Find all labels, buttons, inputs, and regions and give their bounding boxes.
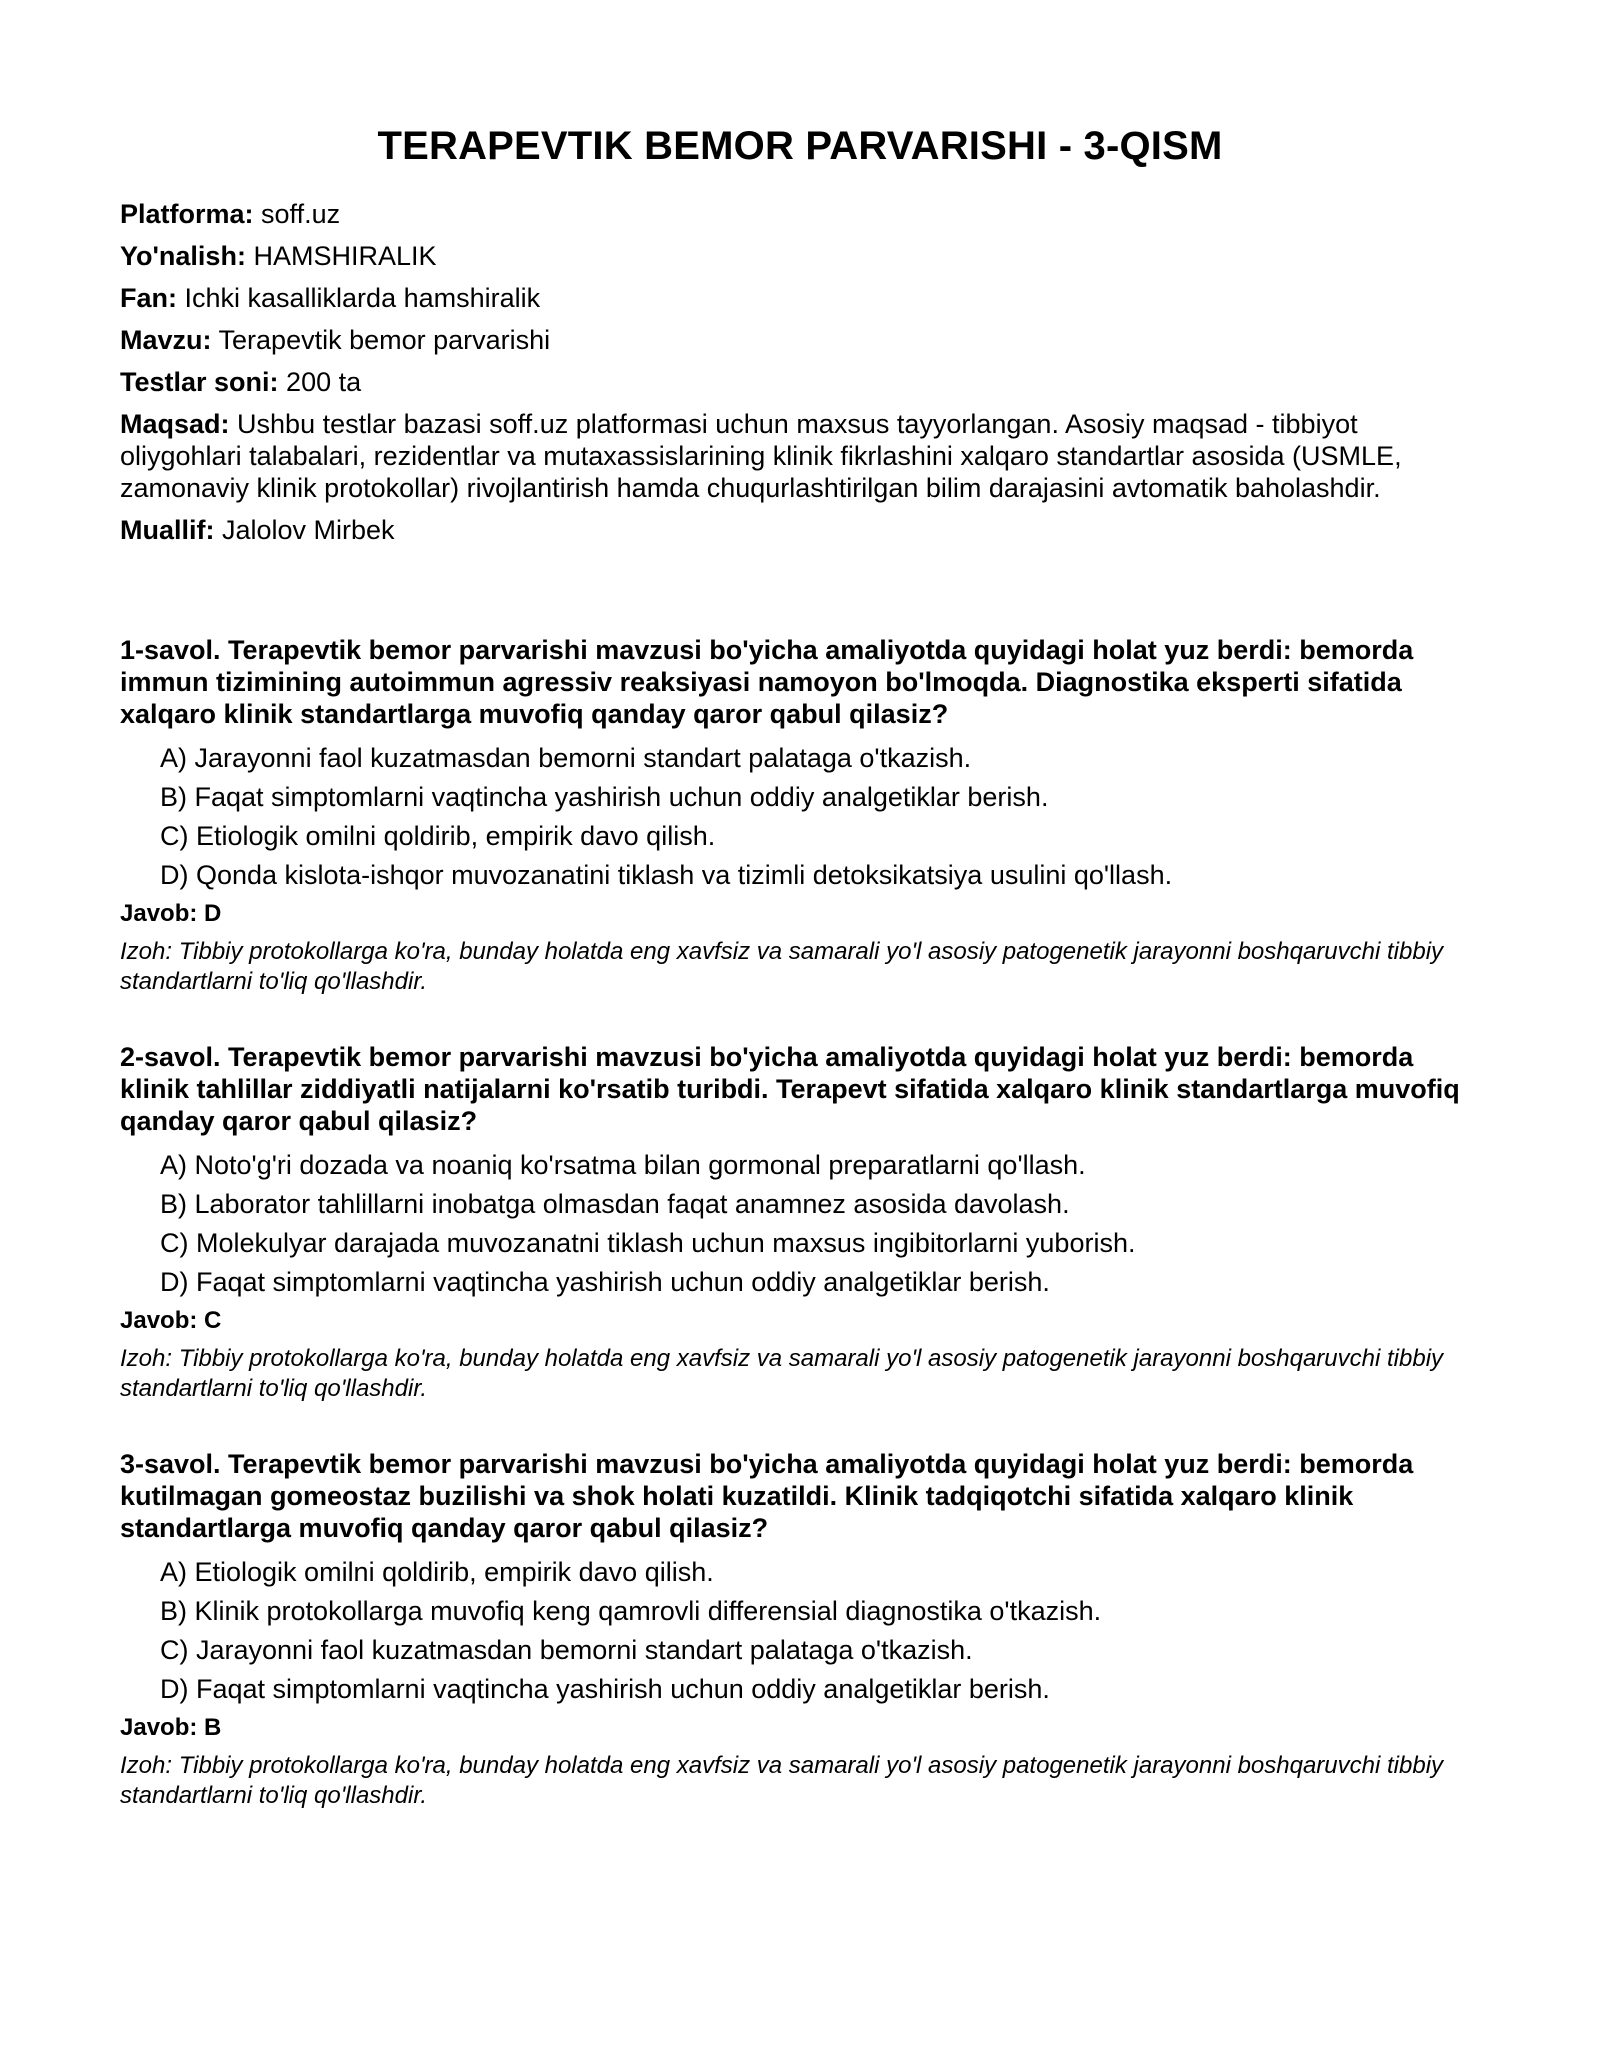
option-b: B) Laborator tahlillarni inobatga olmasdan faqat anamnez asosida davolash. (160, 1189, 1070, 1219)
question-text: 3-savol. Terapevtik bemor parvarishi mavzusi bo'yicha amaliyotda quyidagi holat yuz berdi: bemorda kutilmagan gomeostaz buzilishi va shok holati kuzatildi. Klinik tadqiqotchi sifatida xalqaro klinik standartlarga muvofiq qanday qaror qabul qilasiz? (120, 1449, 1414, 1543)
question-2 (120, 1041, 1480, 1404)
option-a: A) Noto'g'ri dozada va noaniq ko'rsatma bilan gormonal preparatlarni qo'llash. (160, 1150, 1086, 1180)
question-1 (120, 634, 1480, 997)
metadata-block (120, 198, 1480, 546)
question-text: 1-savol. Terapevtik bemor parvarishi mavzusi bo'yicha amaliyotda quyidagi holat yuz berdi: bemorda immun tizimining autoimmun agressiv reaksiyasi namoyon bo'lmoqda. Diagnostika eksperti sifatida xalqaro klinik standartlarga muvofiq qanday qaror qabul qilasiz? (120, 635, 1414, 729)
answer-options (120, 742, 1480, 891)
meta-muallif (120, 514, 1480, 546)
meta-platforma-label: Platforma: (120, 199, 254, 229)
question-3 (120, 1448, 1480, 1811)
meta-testlar-soni (120, 366, 1480, 398)
page-title: TERAPEVTIK BEMOR PARVARISHI - 3-QISM (377, 124, 1223, 168)
meta-fan-label: Fan: (120, 283, 177, 313)
meta-maqsad-value: Ushbu testlar bazasi soff.uz platformasi uchun maxsus tayyorlangan. Asosiy maqsad - tibbiyot oliygohlari talabalari, rezidentlar va mutaxassislarining klinik fikrlashini xalqaro standartlar asosida (USMLE, zamonaviy klinik protokollar) rivojlantirish hamda chuqurlashtirilgan bilim darajasini avtomatik baholashdir. (120, 409, 1402, 503)
option-d: D) Faqat simptomlarni vaqtincha yashirish uchun oddiy analgetiklar berish. (160, 1674, 1050, 1704)
option-c: C) Jarayonni faol kuzatmasdan bemorni standart palataga o'tkazish. (160, 1635, 973, 1665)
questions-list (120, 634, 1480, 1811)
answer-key: Javob: C (120, 1307, 222, 1334)
explanation: Izoh: Tibbiy protokollarga ko'ra, bunday holatda eng xavfsiz va samarali yo'l asosiy patogenetik jarayonni boshqaruvchi tibbiy standartlarni to'liq qo'llashdir. (120, 1752, 1444, 1809)
option-d: D) Qonda kislota-ishqor muvozanatini tiklash va tizimli detoksikatsiya usulini qo'llash. (160, 860, 1173, 890)
option-c: C) Etiologik omilni qoldirib, empirik davo qilish. (160, 821, 716, 851)
meta-platforma (120, 198, 1480, 230)
meta-fan-value: Ichki kasalliklarda hamshiralik (177, 283, 541, 313)
meta-maqsad-label: Maqsad: (120, 409, 230, 439)
option-b: B) Klinik protokollarga muvofiq keng qamrovli differensial diagnostika o'tkazish. (160, 1596, 1102, 1626)
meta-muallif-label: Muallif: (120, 515, 215, 545)
answer-key: Javob: D (120, 900, 222, 927)
meta-yonalish (120, 240, 1480, 272)
answer-options (120, 1149, 1480, 1298)
answer-key: Javob: B (120, 1714, 222, 1741)
meta-testlar-label: Testlar soni: (120, 367, 279, 397)
meta-platforma-value: soff.uz (253, 199, 341, 229)
explanation: Izoh: Tibbiy protokollarga ko'ra, bunday holatda eng xavfsiz va samarali yo'l asosiy patogenetik jarayonni boshqaruvchi tibbiy standartlarni to'liq qo'llashdir. (120, 938, 1444, 995)
meta-fan (120, 282, 1480, 314)
option-b: B) Faqat simptomlarni vaqtincha yashirish uchun oddiy analgetiklar berish. (160, 782, 1049, 812)
meta-maqsad (120, 408, 1480, 504)
meta-muallif-value: Jalolov Mirbek (214, 515, 395, 545)
meta-testlar-value: 200 ta (278, 367, 362, 397)
meta-yonalish-label: Yo'nalish: (120, 241, 246, 271)
explanation: Izoh: Tibbiy protokollarga ko'ra, bunday holatda eng xavfsiz va samarali yo'l asosiy patogenetik jarayonni boshqaruvchi tibbiy standartlarni to'liq qo'llashdir. (120, 1345, 1444, 1402)
meta-yonalish-value: HAMSHIRALIK (245, 241, 437, 271)
option-a: A) Etiologik omilni qoldirib, empirik davo qilish. (160, 1557, 714, 1587)
answer-options (120, 1556, 1480, 1705)
meta-mavzu-value: Terapevtik bemor parvarishi (211, 325, 551, 355)
question-text: 2-savol. Terapevtik bemor parvarishi mavzusi bo'yicha amaliyotda quyidagi holat yuz berdi: bemorda klinik tahlillar ziddiyatli natijalarni ko'rsatib turibdi. Terapevt sifatida xalqaro klinik standartlarga muvofiq qanday qaror qabul qilasiz? (120, 1042, 1460, 1136)
meta-mavzu (120, 324, 1480, 356)
meta-mavzu-label: Mavzu: (120, 325, 212, 355)
option-a: A) Jarayonni faol kuzatmasdan bemorni standart palataga o'tkazish. (160, 743, 972, 773)
option-c: C) Molekulyar darajada muvozanatni tiklash uchun maxsus ingibitorlarni yuborish. (160, 1228, 1136, 1258)
option-d: D) Faqat simptomlarni vaqtincha yashirish uchun oddiy analgetiklar berish. (160, 1267, 1050, 1297)
